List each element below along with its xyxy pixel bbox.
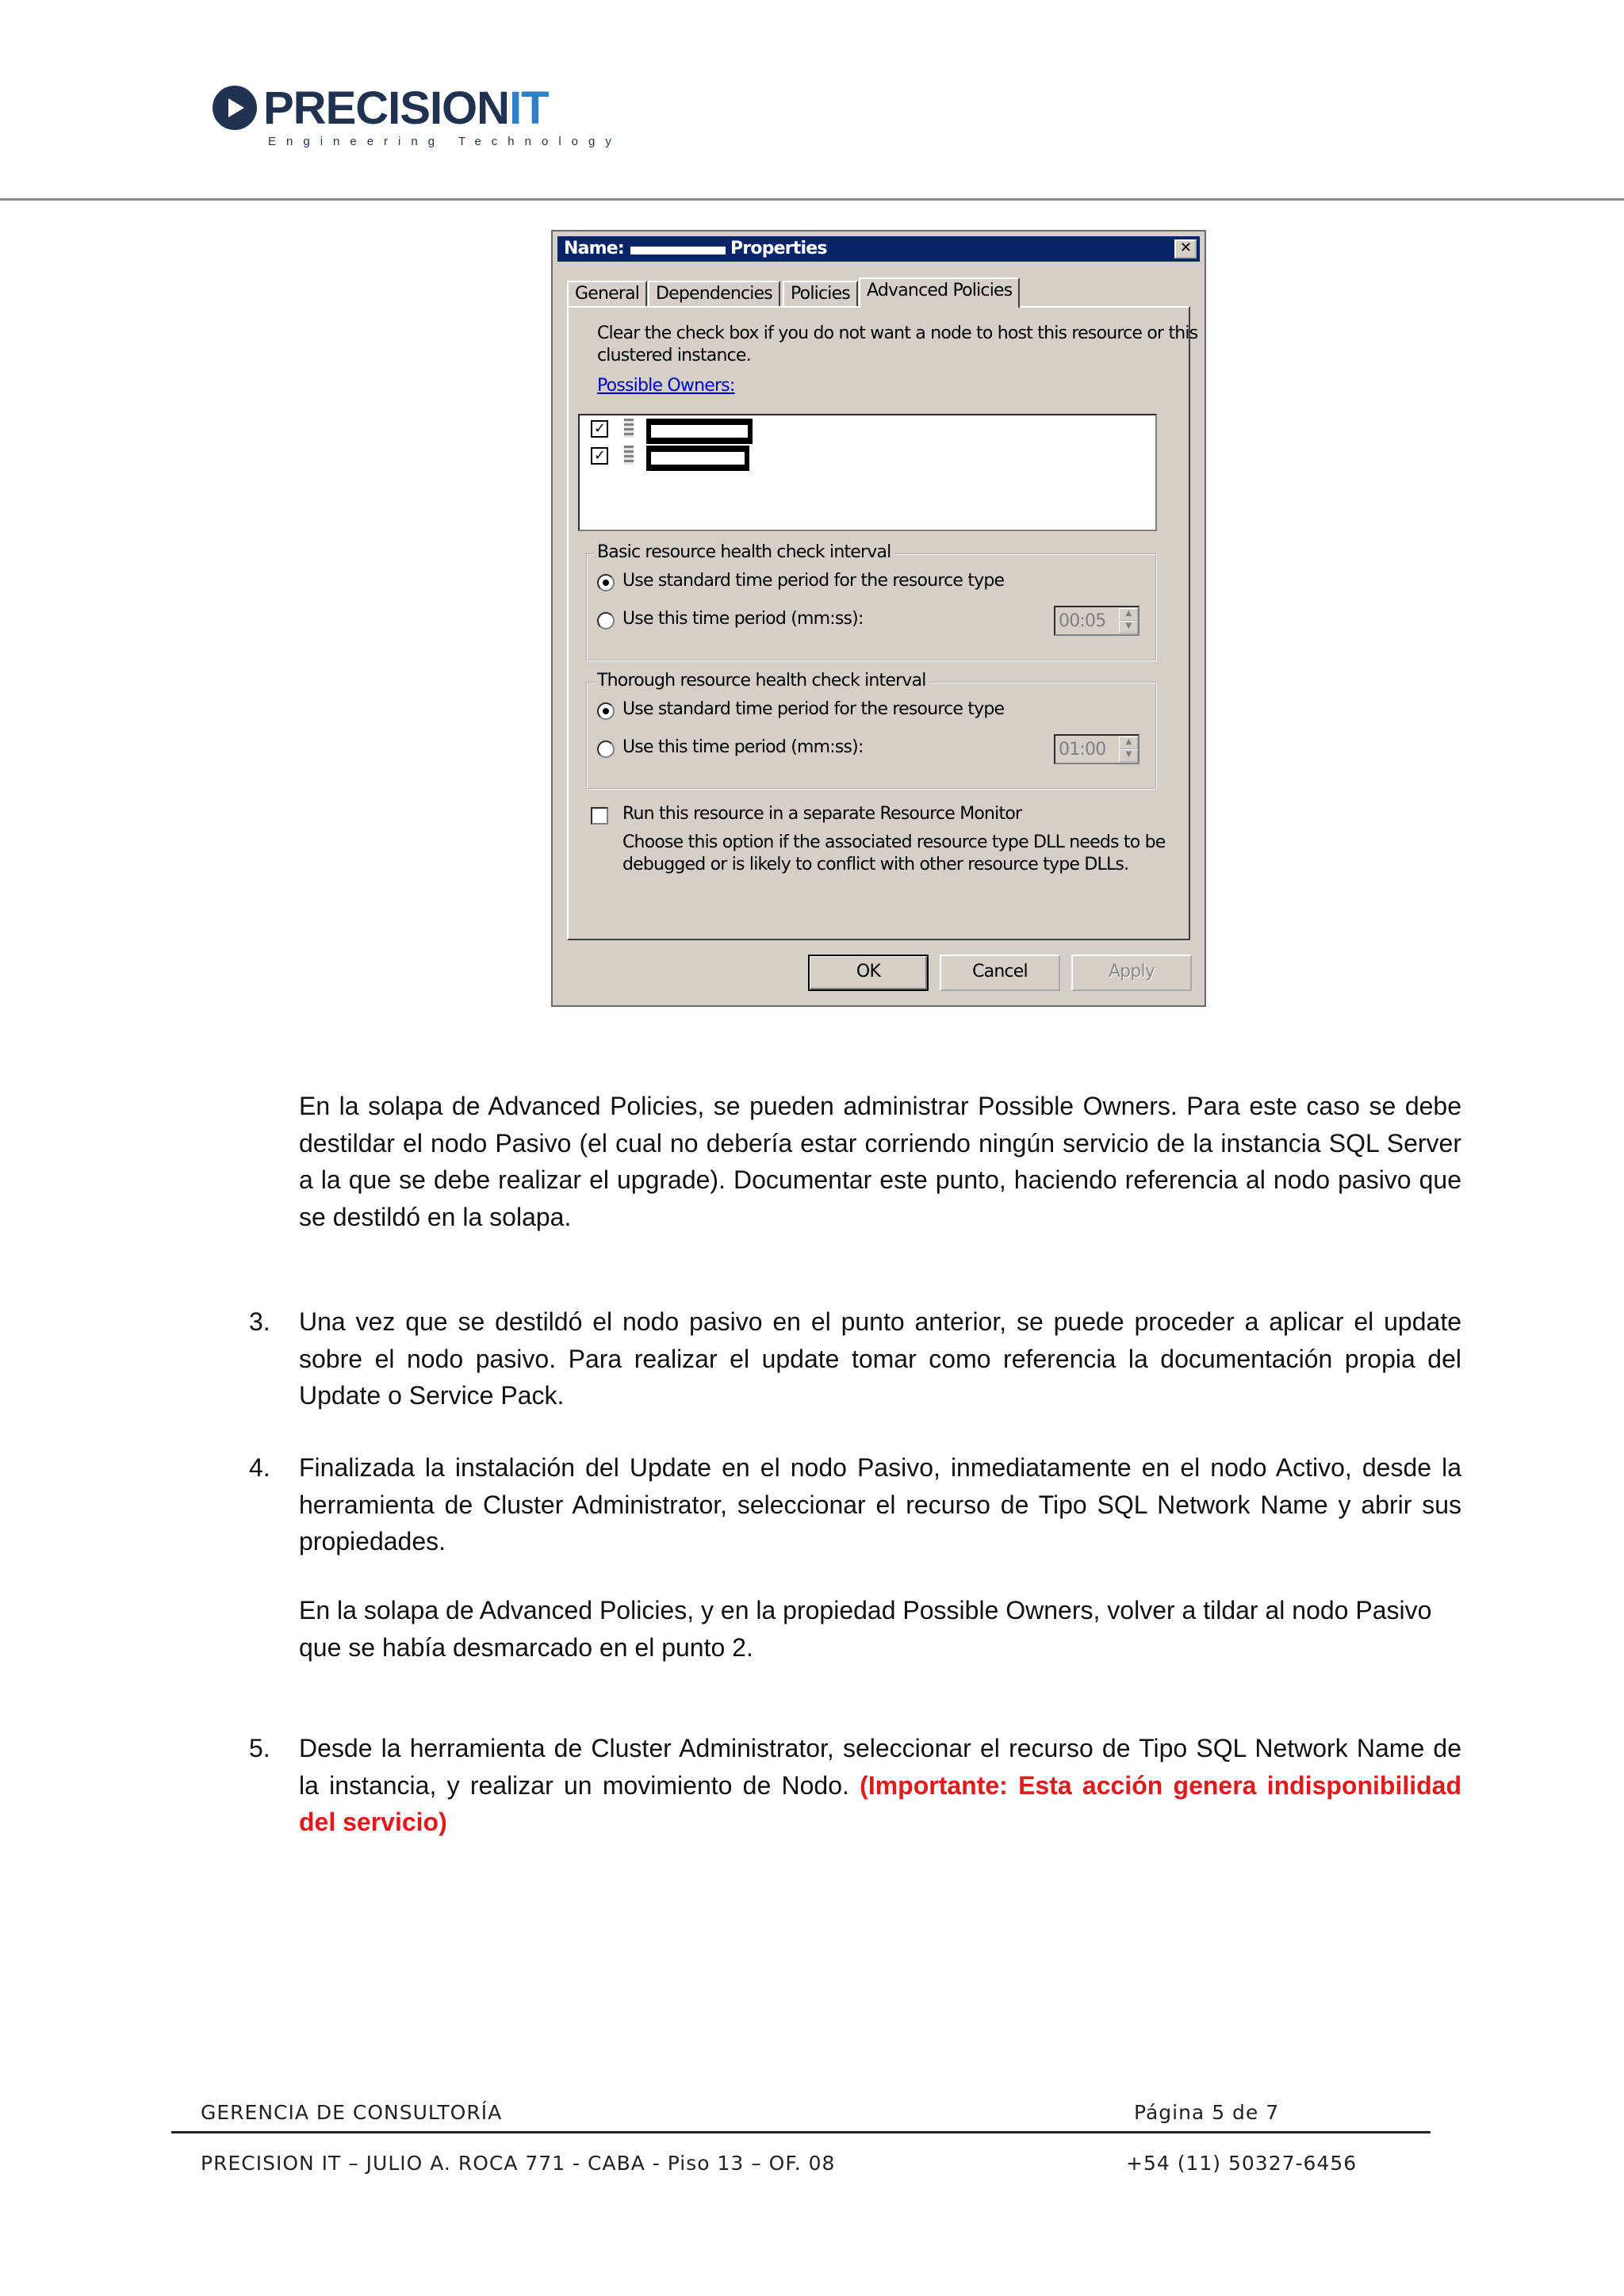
footer-department: GERENCIA DE CONSULTORÍA — [201, 2101, 503, 2124]
footer-address: PRECISION IT – JULIO A. ROCA 771 - CABA - Piso 13 – OF. 08 — [201, 2152, 836, 2175]
redacted-node-name-2 — [646, 446, 749, 471]
basic-group-label: Basic resource health check interval — [594, 542, 894, 562]
thorough-health-check-group — [586, 671, 1157, 790]
basic-custom-label: Use this time period (mm:ss): — [622, 609, 864, 629]
possible-owners-label: Possible Owners: — [597, 376, 735, 396]
thorough-custom-label: Use this time period (mm:ss): — [622, 737, 864, 757]
properties-dialog — [551, 230, 1206, 1007]
logo-name: PRECISIONIT — [263, 82, 549, 134]
instruction-text-line2: clustered instance. — [597, 346, 751, 365]
footer-page-number: Página 5 de 7 — [1134, 2101, 1280, 2124]
ok-button[interactable]: OK — [808, 955, 929, 991]
step-number: 3. — [249, 1307, 270, 1336]
redacted-node-name-1 — [646, 419, 753, 444]
server-node-icon — [624, 419, 634, 438]
owner-checkbox-2[interactable]: ✓ — [591, 447, 608, 465]
step-4-text: Finalizada la instalación del Update en el nodo Pasivo, inmediatamente en el nodo Activo, desde la herramienta de Cluster Administrator, seleccionar el recurso de Tipo SQL Network Name y abrir sus propiedades. — [299, 1453, 1461, 1556]
thorough-time-value: 01:00 — [1059, 740, 1106, 760]
thorough-group-label: Thorough resource health check interval — [594, 671, 929, 691]
step-number: 4. — [249, 1453, 270, 1482]
instruction-text-line1: Clear the check box if you do not want a node to host this resource or this — [597, 323, 1198, 343]
separate-monitor-checkbox[interactable] — [591, 807, 608, 825]
step-number: 5. — [249, 1734, 270, 1762]
possible-owners-list[interactable] — [578, 414, 1157, 531]
basic-custom-radio[interactable] — [597, 612, 615, 629]
close-icon[interactable]: ✕ — [1174, 239, 1197, 258]
spin-down-icon[interactable]: ▼ — [1119, 749, 1138, 762]
step-5-text: Desde la herramienta de Cluster Administrator, seleccionar el recurso de Tipo SQL Network Name de la instancia, y realizar un movimiento de Nodo. — [299, 1734, 1461, 1800]
dialog-title-prefix: Name: — [564, 239, 624, 258]
footer-phone: +54 (11) 50327-6456 — [1126, 2152, 1358, 2175]
basic-health-check-group — [586, 542, 1157, 661]
spin-up-icon[interactable]: ▲ — [1119, 737, 1138, 749]
cancel-button[interactable]: Cancel — [940, 955, 1060, 991]
separate-monitor-label: Run this resource in a separate Resource Monitor — [622, 804, 1022, 824]
redacted-resource-name — [630, 247, 726, 254]
thorough-standard-radio[interactable] — [597, 702, 615, 720]
dialog-title-suffix: Properties — [730, 239, 827, 258]
tab-general[interactable]: General — [567, 281, 647, 306]
server-node-icon — [624, 446, 634, 465]
basic-time-stepper[interactable] — [1054, 606, 1139, 636]
tab-advanced-policies[interactable]: Advanced Policies — [859, 277, 1020, 308]
company-logo — [213, 82, 622, 154]
header-divider — [0, 198, 1624, 201]
basic-time-value: 00:05 — [1059, 611, 1106, 631]
tab-dependencies[interactable]: Dependencies — [648, 281, 780, 306]
intro-paragraph: En la solapa de Advanced Policies, se pueden administrar Possible Owners. Para este caso se debe destildar el nodo Pasivo (el cual no debería estar corriendo ningún servicio de la instancia SQL Server a la que se debe realizar el upgrade). Documentar este punto, haciendo referencia al nodo pasivo que se destildó en la solapa. — [299, 1092, 1461, 1231]
step-4-followup: En la solapa de Advanced Policies, y en la propiedad Possible Owners, volver a tildar al nodo Pasivo que se había desmarcado en el punto 2. — [299, 1596, 1432, 1662]
thorough-time-stepper[interactable] — [1054, 734, 1139, 764]
owner-checkbox-1[interactable]: ✓ — [591, 420, 608, 438]
thorough-custom-radio[interactable] — [597, 740, 615, 758]
step-3-text: Una vez que se destildó el nodo pasivo en el punto anterior, se puede proceder a aplicar el update sobre el nodo pasivo. Para realizar el update tomar como referencia la documentación propia del Update o Service Pack. — [299, 1307, 1461, 1410]
logo-tagline: Engineering Technology — [268, 135, 622, 148]
spin-up-icon[interactable]: ▲ — [1119, 608, 1138, 621]
logo-play-icon — [213, 86, 257, 130]
basic-standard-label: Use standard time period for the resource type — [622, 571, 1005, 591]
separate-monitor-help-line2: debugged or is likely to conflict with other resource type DLLs. — [622, 855, 1129, 874]
spin-down-icon[interactable]: ▼ — [1119, 621, 1138, 633]
thorough-standard-label: Use standard time period for the resource type — [622, 699, 1005, 719]
tab-policies[interactable]: Policies — [783, 281, 858, 306]
apply-button[interactable]: Apply — [1071, 955, 1192, 991]
basic-standard-radio[interactable] — [597, 574, 615, 591]
important-warning: (Importante: Esta acción genera indisponibilidad del servicio) — [299, 1770, 1462, 1836]
footer-divider — [171, 2131, 1431, 2133]
separate-monitor-help-line1: Choose this option if the associated resource type DLL needs to be — [622, 832, 1166, 852]
step-5-paragraph — [299, 1730, 1461, 1841]
dialog-titlebar — [557, 236, 1200, 262]
